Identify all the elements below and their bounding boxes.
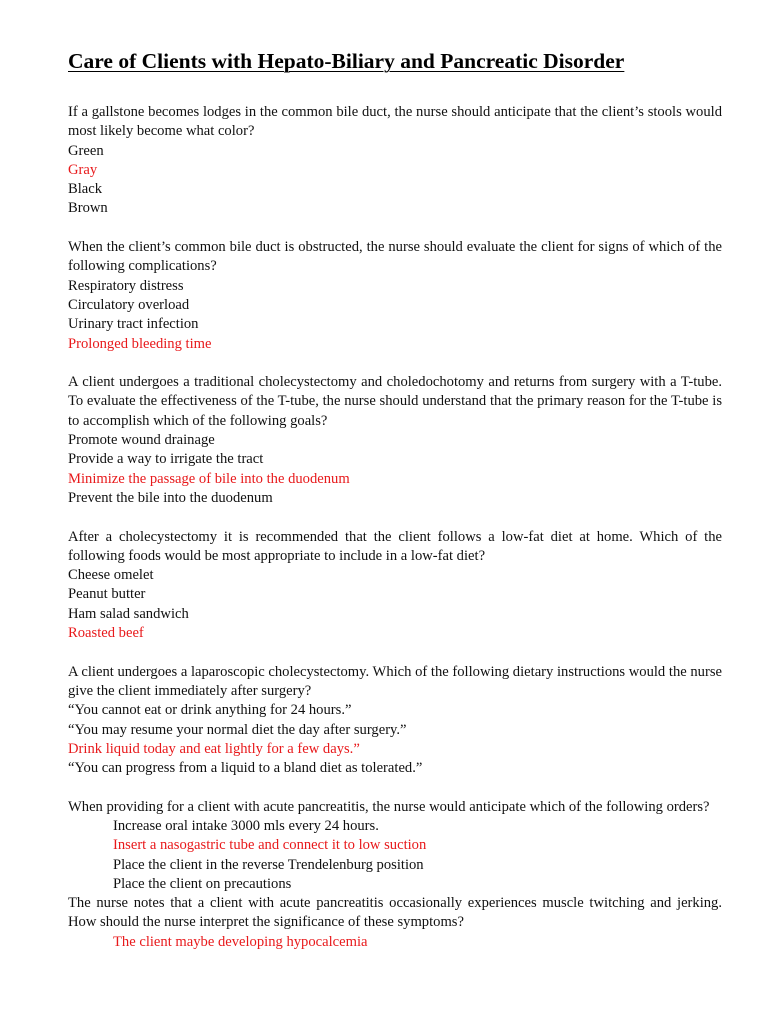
answer-option: Black — [68, 181, 103, 198]
correct-answer-option: Drink liquid today and eat lightly for a few days.” — [68, 740, 360, 757]
question-stem: After a cholecystectomy it is recommended that the client follows a low-fat diet at home. Which of the following foods would be most appropriate to include in a low-fat diet? — [68, 528, 722, 564]
correct-answer-option: Prolonged bleeding time — [68, 335, 212, 352]
answer-option: “You can progress from a liquid to a bland diet as tolerated.” — [68, 760, 423, 777]
answer-option: Circulatory overload — [68, 296, 190, 313]
answer-option: Urinary tract infection — [68, 316, 199, 333]
question-6 — [68, 798, 722, 894]
question-stem: When the client’s common bile duct is obstructed, the nurse should evaluate the client for signs of which of the following complications? — [68, 239, 722, 275]
answer-option: “You may resume your normal diet the day after surgery.” — [68, 721, 407, 738]
answer-option: Place the client in the reverse Trendelenburg position — [113, 856, 424, 873]
question-stem: If a gallstone becomes lodges in the common bile duct, the nurse should anticipate that the client’s stools would most likely become what color? — [68, 104, 722, 140]
question-stem: The nurse notes that a client with acute pancreatitis occasionally experiences muscle twitching and jerking. How should the nurse interpret the significance of these symptoms? — [68, 895, 722, 931]
question-7 — [68, 894, 722, 952]
answer-option: Increase oral intake 3000 mls every 24 hours. — [113, 817, 379, 834]
answer-option: Brown — [68, 200, 108, 217]
question-4 — [68, 528, 722, 644]
page-title: Care of Clients with Hepato-Biliary and Pancreatic Disorder — [68, 49, 625, 73]
question-3 — [68, 373, 722, 508]
document-body — [68, 103, 722, 952]
answer-option: Green — [68, 142, 104, 159]
answer-option: Provide a way to irrigate the tract — [68, 451, 264, 468]
answer-option: Promote wound drainage — [68, 432, 215, 449]
correct-answer-option: The client maybe developing hypocalcemia — [113, 933, 368, 950]
question-5 — [68, 663, 722, 779]
correct-answer-option: Roasted beef — [68, 625, 144, 642]
answer-option: “You cannot eat or drink anything for 24 hours.” — [68, 702, 352, 719]
answer-option: Peanut butter — [68, 586, 146, 603]
question-2 — [68, 238, 722, 354]
answer-option: Respiratory distress — [68, 277, 184, 294]
correct-answer-option: Insert a nasogastric tube and connect it to low suction — [113, 837, 427, 854]
question-stem: When providing for a client with acute pancreatitis, the nurse would anticipate which of the following orders? — [68, 798, 710, 815]
answer-option: Ham salad sandwich — [68, 605, 189, 622]
correct-answer-option: Minimize the passage of bile into the duodenum — [68, 470, 350, 487]
question-stem: A client undergoes a laparoscopic cholecystectomy. Which of the following dietary instructions would the nurse give the client immediately after surgery? — [68, 663, 722, 699]
correct-answer-option: Gray — [68, 161, 98, 178]
answer-option: Place the client on precautions — [113, 875, 292, 892]
answer-option: Cheese omelet — [68, 567, 154, 584]
question-stem: A client undergoes a traditional cholecystectomy and choledochotomy and returns from surgery with a T-tube. To evaluate the effectiveness of the T-tube, the nurse should understand that the primary reason for the T-tube is to accomplish which of the following goals? — [68, 374, 722, 429]
question-1 — [68, 103, 722, 219]
answer-option: Prevent the bile into the duodenum — [68, 489, 273, 506]
